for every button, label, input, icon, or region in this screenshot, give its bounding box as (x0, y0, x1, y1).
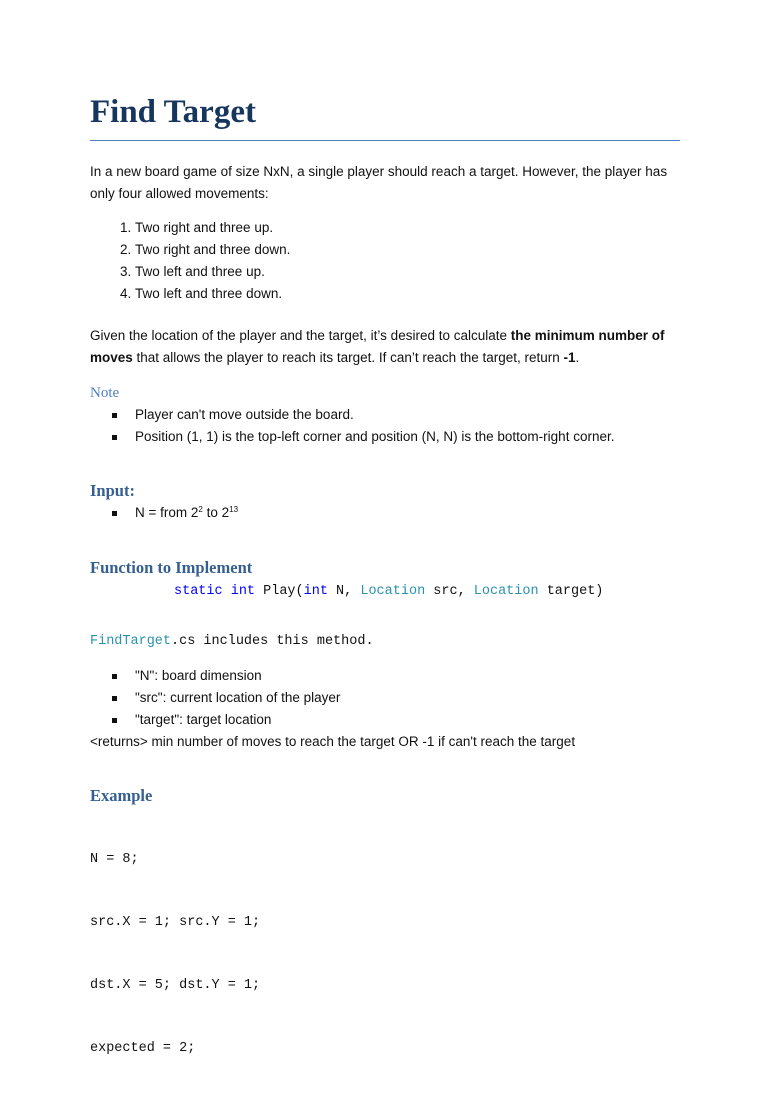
goal-text-end: . (575, 349, 580, 365)
keyword-int-param: int (303, 584, 328, 599)
intro-paragraph: In a new board game of size NxN, a single player should reach a target. However, the player has only four allowed movements: (90, 164, 668, 201)
goal-text-after: that allows the player to reach its target. If can’t reach the target, return (132, 349, 564, 365)
square-bullet-icon (112, 511, 117, 516)
moves-list (90, 217, 680, 305)
square-bullet-icon (112, 718, 117, 723)
param-item-text: "target": target location (135, 712, 272, 727)
input-list (90, 502, 680, 524)
note-item (90, 404, 680, 426)
keyword-static: static (174, 584, 223, 599)
file-name: FindTarget (90, 634, 172, 649)
method-name: Play( (255, 584, 304, 599)
code-line: N = 8; (90, 852, 139, 867)
example-code (90, 807, 680, 1101)
param-target: target) (538, 584, 604, 599)
param-item-text: "N": board dimension (135, 668, 262, 683)
square-bullet-icon (112, 435, 117, 440)
square-bullet-icon (112, 413, 117, 418)
note-item (90, 426, 680, 448)
move-item: 4. Two left and three down. (135, 283, 680, 305)
note-heading: Note (90, 385, 120, 401)
input-exp1: 2 (198, 505, 203, 514)
input-exp2: 13 (229, 505, 239, 514)
page-title: Find Target (90, 90, 680, 141)
param-item-text: "src": current location of the player (135, 690, 341, 705)
input-item-prefix: N = from 2 (135, 505, 199, 520)
file-line (90, 631, 680, 653)
param-n: N, (327, 584, 361, 599)
function-signature (174, 581, 680, 603)
param-item (90, 709, 680, 731)
input-item (90, 502, 680, 524)
move-item: 3. Two left and three up. (135, 261, 680, 283)
note-item-text: Position (1, 1) is the top-left corner and position (N, N) is the bottom-right corner. (135, 429, 615, 444)
square-bullet-icon (112, 674, 117, 679)
goal-paragraph (90, 325, 680, 368)
code-line: src.X = 1; src.Y = 1; (90, 915, 261, 930)
file-rest: .cs includes this method. (171, 634, 374, 649)
goal-return-value: -1 (563, 349, 576, 365)
code-line: expected = 2; (90, 1041, 196, 1056)
code-line: dst.X = 5; dst.Y = 1; (90, 978, 261, 993)
type-location: Location (360, 584, 426, 599)
goal-text-before: Given the location of the player and the target, it’s desired to calculate (90, 328, 511, 343)
function-heading: Function to Implement (90, 558, 253, 577)
returns-line: <returns> min number of moves to reach the target OR -1 if can't reach the target (90, 734, 576, 749)
move-item: 2. Two right and three down. (135, 239, 680, 261)
input-heading: Input: (90, 481, 135, 500)
param-item (90, 687, 680, 709)
param-item (90, 665, 680, 687)
goal-text-bold: the minimum number of moves (90, 328, 665, 365)
move-item: 1. Two right and three up. (135, 217, 680, 239)
note-item-text: Player can't move outside the board. (135, 407, 354, 422)
document-page (90, 90, 680, 1101)
square-bullet-icon (112, 696, 117, 701)
keyword-int: int (230, 584, 256, 599)
example-heading: Example (90, 786, 153, 805)
params-list (90, 665, 680, 731)
param-src: src, (425, 584, 474, 599)
type-location: Location (473, 584, 539, 599)
note-list (90, 404, 680, 448)
input-item-mid: to 2 (202, 505, 230, 520)
